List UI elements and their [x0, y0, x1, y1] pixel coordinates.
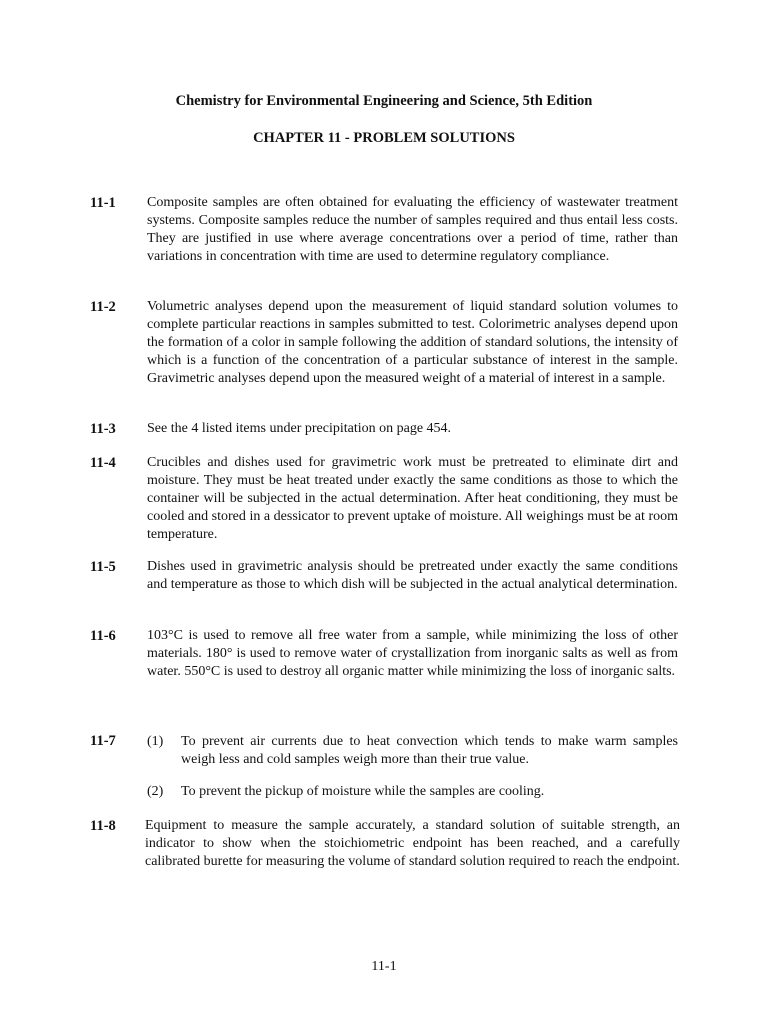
problem-text: Equipment to measure the sample accurately, a standard solution of suitable strength, an indicator to show when the stoichiometric endpoint has been reached, and a carefully calibrated burette for measuring the volume of standard solution required to reach the endpoint.	[145, 818, 680, 869]
problem-text: Composite samples are often obtained for evaluating the efficiency of wastewater treatment systems. Composite samples reduce the number of samples required and thus entail less costs. They are justified in use where average concentrations over a period of time, rather than variations in concentration with time are used to determine regulatory compliance.	[147, 195, 678, 264]
problem-number: 11-1	[90, 195, 116, 211]
problem-number: 11-7	[90, 733, 116, 749]
problem-text: See the 4 listed items under precipitation on page 454.	[147, 421, 452, 436]
page-number: 11-1	[371, 959, 397, 974]
sub-item-label: (2)	[147, 784, 164, 799]
problem-text: Volumetric analyses depend upon the measurement of liquid standard solution volumes to complete particular reactions in samples submitted to test. Colorimetric analyses depend upon the formation of a color in sample following the addition of standard solutions, the intensity of which is a function of the concentration of a particular substance of interest in the sample. Gravimetric analyses depend upon the measured weight of a material of interest in a sample.	[147, 299, 678, 386]
problem-number: 11-5	[90, 559, 116, 575]
document-title: Chemistry for Environmental Engineering and Science, 5th Edition	[175, 93, 593, 109]
sub-item-label: (1)	[147, 734, 164, 749]
chapter-heading: CHAPTER 11 - PROBLEM SOLUTIONS	[253, 130, 515, 146]
sub-item-text: To prevent air currents due to heat convection which tends to make warm samples weigh less and cold samples weigh more than their true value.	[181, 734, 678, 767]
sub-item-text: To prevent the pickup of moisture while the samples are cooling.	[181, 784, 545, 799]
problem-number: 11-3	[90, 421, 116, 437]
problem-number: 11-2	[90, 299, 116, 315]
problem-text: 103°C is used to remove all free water from a sample, while minimizing the loss of other materials. 180° is used to remove water of crystallization from inorganic salts as well as from water. 550°C is used to destroy all organic matter while minimizing the loss of inorganic salts.	[147, 628, 678, 679]
problem-text: Dishes used in gravimetric analysis should be pretreated under exactly the same conditions and temperature as those to which dish will be subjected in the actual analytical determination.	[147, 559, 678, 592]
problem-text: Crucibles and dishes used for gravimetric work must be pretreated to eliminate dirt and moisture. They must be heat treated under exactly the same conditions as those to which the container will be subjected in the actual determination. After heat conditioning, they must be cooled and stored in a dessicator to prevent uptake of moisture. All weighings must be at room temperature.	[147, 455, 678, 542]
problem-number: 11-4	[90, 455, 116, 471]
problem-number: 11-8	[90, 818, 116, 834]
problem-number: 11-6	[90, 628, 116, 644]
